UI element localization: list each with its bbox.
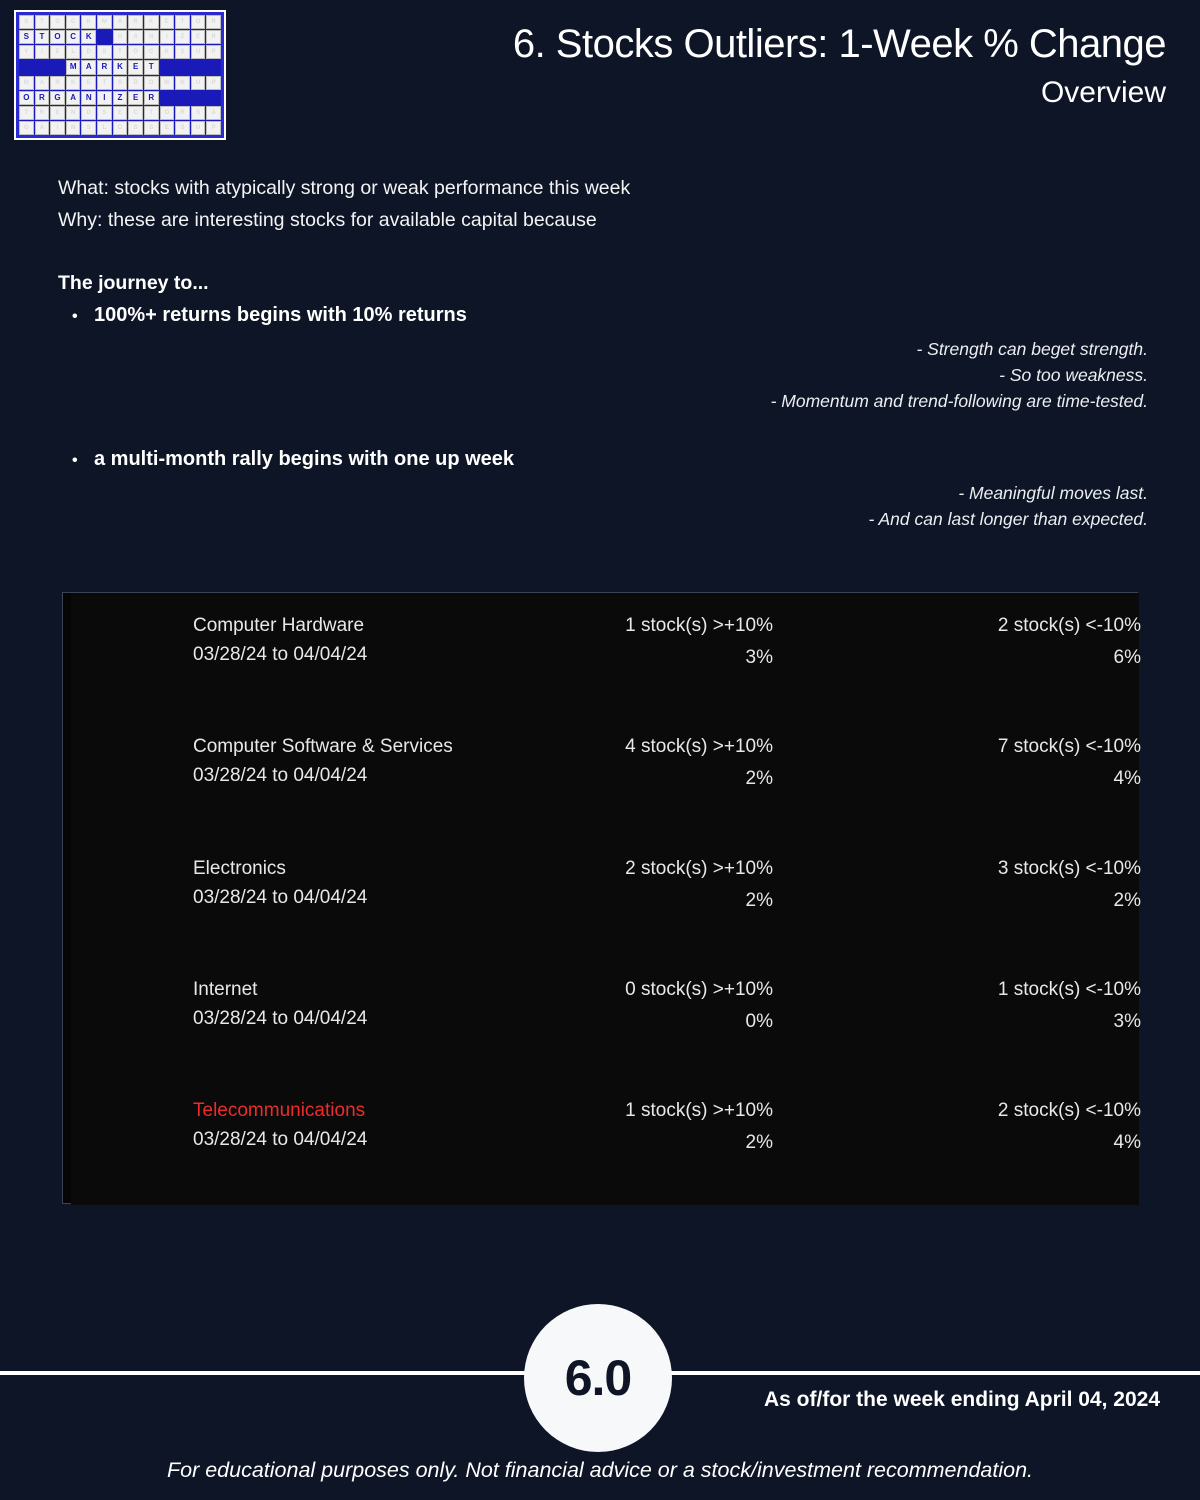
journey-bullet-2-label: a multi-month rally begins with one up week [94, 448, 515, 470]
logo-cell: S [144, 121, 159, 135]
journey-bullet-1-label: 100%+ returns begins with 10% returns [94, 304, 467, 326]
logo-cell: R [206, 30, 221, 44]
logo-letter-r: R [35, 91, 50, 105]
down-pct: 2% [1113, 890, 1141, 911]
industry-dates: 03/28/24 to 04/04/24 [193, 765, 368, 786]
logo-blank [175, 60, 190, 74]
logo-blank [206, 60, 221, 74]
intro-what: What: stocks with atypically strong or weak performance this week [58, 177, 631, 199]
logo-letter-a: A [66, 91, 81, 105]
logo-cell: I [35, 45, 50, 59]
up-pct: 2% [745, 1132, 773, 1153]
logo-cell: S [113, 76, 128, 90]
table-row [71, 1100, 1139, 1222]
logo-cell: N [66, 106, 81, 120]
down-pct: 4% [1113, 768, 1141, 789]
outliers-panel [62, 592, 1141, 1204]
down-count: 2 stock(s) <-10% [997, 615, 1141, 636]
logo-cell: T [97, 76, 112, 90]
header [0, 0, 1200, 150]
logo-cell: N [144, 30, 159, 44]
down-count: 7 stock(s) <-10% [997, 736, 1141, 757]
as-of-label: As of/for the week ending April 04, 2024 [764, 1388, 1160, 1411]
industry-name: Telecommunications [193, 1100, 366, 1121]
logo-cell: E [160, 121, 175, 135]
logo-cell: K [81, 15, 96, 29]
logo-cell: I [160, 30, 175, 44]
logo-cell: C [128, 106, 143, 120]
logo-cell: E [191, 30, 206, 44]
industry-name: Computer Hardware [193, 615, 365, 636]
up-pct: 3% [745, 647, 773, 668]
down-column [869, 1100, 1141, 1154]
industry-dates: 03/28/24 to 04/04/24 [193, 644, 368, 665]
logo-letter-m: M [66, 60, 81, 74]
journey-notes-2 [868, 480, 1148, 532]
logo-cell: S [191, 106, 206, 120]
journey-note: - Momentum and trend-following are time-tested. [770, 391, 1148, 411]
journey-note: - So too weakness. [999, 365, 1148, 385]
logo-cell: R [175, 106, 190, 120]
logo-cell: C [66, 15, 81, 29]
logo-cell: O [113, 121, 128, 135]
logo-cell: K [144, 15, 159, 29]
up-count: 0 stock(s) >+10% [625, 979, 773, 1000]
bullet-dot-icon: • [72, 452, 78, 469]
up-pct: 2% [745, 768, 773, 789]
industry-name: Electronics [193, 858, 286, 879]
logo-cell: K [160, 45, 175, 59]
logo-cell: T [144, 106, 159, 120]
logo-letter-i: I [97, 91, 112, 105]
up-count: 1 stock(s) >+10% [625, 615, 773, 636]
logo-cell: T [35, 15, 50, 29]
down-pct: 6% [1113, 647, 1141, 668]
logo-blank [35, 60, 50, 74]
logo-cell: O [191, 15, 206, 29]
bullet-dot-icon: • [72, 308, 78, 325]
logo-cell: W [160, 76, 175, 90]
up-column [501, 1100, 773, 1154]
down-count: 2 stock(s) <-10% [997, 1100, 1141, 1121]
logo-cell: M [97, 15, 112, 29]
logo-cell: K [66, 76, 81, 90]
logo-cell: E [81, 76, 96, 90]
logo-letter-o: O [19, 91, 34, 105]
intro-text [58, 172, 630, 236]
logo-cell: T [175, 15, 190, 29]
logo-cell: N [66, 121, 81, 135]
page-title: 6. Stocks Outliers: 1-Week % Change [512, 22, 1166, 66]
logo-cell: E [160, 15, 175, 29]
logo-letter-r: R [97, 60, 112, 74]
logo-cell: P [206, 121, 221, 135]
logo-letter-a: A [81, 60, 96, 74]
logo-cell: P [206, 45, 221, 59]
logo-cell: R [35, 106, 50, 120]
journey-heading: The journey to... [58, 272, 209, 294]
journey-note: - Strength can beget strength. [916, 339, 1148, 359]
journey-note: - Meaningful moves last. [958, 483, 1148, 503]
logo-letter-r: R [144, 91, 159, 105]
logo-letter-k: K [113, 60, 128, 74]
logo-blank [50, 60, 65, 74]
section-badge: 6.0 [524, 1304, 672, 1452]
logo-blank [191, 60, 206, 74]
logo-cell: G [19, 121, 34, 135]
logo-cell: L [66, 45, 81, 59]
logo-cell: U [191, 121, 206, 135]
logo-letter-t: T [144, 60, 159, 74]
outliers-table [71, 593, 1139, 1205]
industry-dates: 03/28/24 to 04/04/24 [193, 1129, 368, 1150]
logo-blank [160, 91, 175, 105]
logo-cell: D [81, 45, 96, 59]
logo-letter-o: O [50, 30, 65, 44]
title-block [513, 22, 1166, 110]
up-count: 4 stock(s) >+10% [625, 736, 773, 757]
industry-name: Internet [193, 979, 258, 1000]
logo-cell: L [97, 121, 112, 135]
down-count: 1 stock(s) <-10% [997, 979, 1141, 1000]
table-row [71, 858, 1139, 980]
up-column [501, 615, 773, 669]
logo-cell: O [160, 106, 175, 120]
up-count: 1 stock(s) >+10% [625, 1100, 773, 1121]
logo-cell: C [144, 45, 159, 59]
logo-crossword-grid [19, 15, 221, 135]
up-pct: 0% [745, 1011, 773, 1032]
logo-cell: O [128, 45, 143, 59]
logo-cell: A [35, 76, 50, 90]
logo-cell: S [81, 121, 96, 135]
down-column [869, 858, 1141, 912]
logo-cell: T [19, 106, 34, 120]
logo-letter-s: S [19, 30, 34, 44]
down-column [869, 736, 1141, 790]
logo-cell: U [191, 76, 206, 90]
logo-cell: O [144, 76, 159, 90]
logo-cell: S [97, 106, 112, 120]
industry-name: Computer Software & Services [193, 736, 453, 757]
logo-letter-n: N [81, 91, 96, 105]
logo-cell: S [175, 45, 190, 59]
industry-dates: 03/28/24 to 04/04/24 [193, 1008, 368, 1029]
logo-blank [191, 91, 206, 105]
logo-cell: D [81, 106, 96, 120]
disclaimer: For educational purposes only. Not financial advice or a stock/investment recommendation. [166, 1458, 1033, 1482]
down-pct: 4% [1113, 1132, 1141, 1153]
logo-blank [97, 30, 112, 44]
logo-cell: I [50, 121, 65, 135]
logo-cell: E [113, 106, 128, 120]
journey-notes-1 [771, 336, 1148, 414]
logo-cell: A [113, 15, 128, 29]
journey-bullet-2 [72, 448, 514, 474]
logo-cell: R [128, 15, 143, 29]
logo [14, 10, 226, 140]
down-count: 3 stock(s) <-10% [997, 858, 1141, 879]
logo-cell: A [206, 106, 221, 120]
down-column [869, 979, 1141, 1033]
page-subtitle: Overview [1040, 76, 1166, 109]
logo-letter-c: C [66, 30, 81, 44]
table-row [71, 615, 1139, 737]
logo-blank [175, 91, 190, 105]
journey-note: - And can last longer than expected. [868, 509, 1148, 529]
logo-blank [19, 60, 34, 74]
logo-blank [160, 60, 175, 74]
logo-letter-g: G [50, 91, 65, 105]
up-column [501, 858, 773, 912]
industry-dates: 03/28/24 to 04/04/24 [193, 887, 368, 908]
logo-cell: E [50, 106, 65, 120]
logo-cell: A [35, 121, 50, 135]
logo-cell: Y [19, 45, 34, 59]
logo-cell: R [206, 15, 221, 29]
logo-letter-z: Z [113, 91, 128, 105]
logo-cell: S [97, 45, 112, 59]
logo-letter-k: K [81, 30, 96, 44]
logo-letter-t: T [35, 30, 50, 44]
logo-cell: A [128, 30, 143, 44]
journey-bullet-1 [72, 304, 467, 330]
logo-blank [206, 91, 221, 105]
up-column [501, 979, 773, 1033]
up-pct: 2% [745, 890, 773, 911]
logo-cell: N [175, 76, 190, 90]
down-column [869, 615, 1141, 669]
logo-cell: M [19, 76, 34, 90]
logo-cell: Z [175, 30, 190, 44]
logo-cell: T [113, 45, 128, 59]
logo-cell: U [191, 45, 206, 59]
up-count: 2 stock(s) >+10% [625, 858, 773, 879]
logo-cell: D [128, 76, 143, 90]
table-row [71, 979, 1139, 1101]
down-pct: 3% [1113, 1011, 1141, 1032]
logo-cell: R [50, 76, 65, 90]
logo-letter-e: E [128, 60, 143, 74]
logo-cell: S [128, 121, 143, 135]
logo-cell: S [19, 15, 34, 29]
table-row [71, 736, 1139, 858]
logo-cell: S [175, 121, 190, 135]
intro-why: Why: these are interesting stocks for available capital because [58, 209, 597, 231]
logo-letter-e: E [128, 91, 143, 105]
logo-cell: O [50, 15, 65, 29]
up-column [501, 736, 773, 790]
logo-cell: G [113, 30, 128, 44]
logo-cell: P [206, 76, 221, 90]
logo-cell: E [50, 45, 65, 59]
